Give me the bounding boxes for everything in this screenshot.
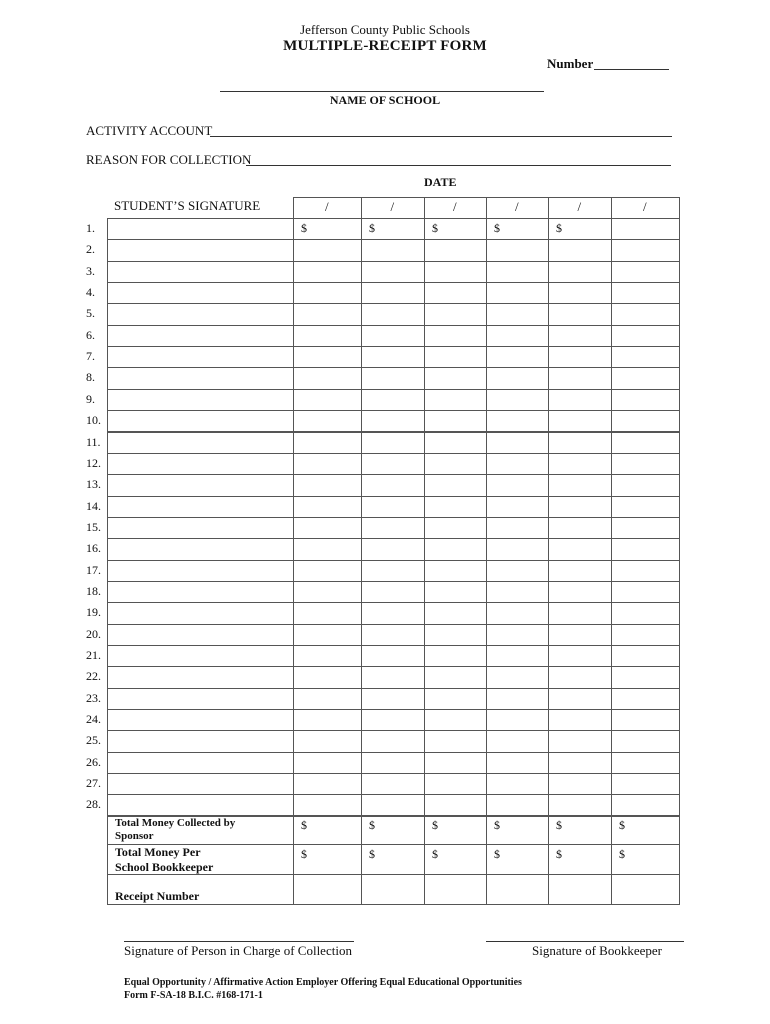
amount-cell[interactable] xyxy=(361,688,425,710)
amount-cell[interactable] xyxy=(486,496,549,518)
amount-cell[interactable] xyxy=(486,794,549,816)
amount-cell[interactable] xyxy=(293,453,362,475)
amount-cell[interactable] xyxy=(424,517,487,539)
amount-cell[interactable] xyxy=(293,389,362,411)
eeo-statement: Equal Opportunity / Affirmative Action Employer Offering Equal Educational Opportunities xyxy=(124,977,522,988)
dollar-sign: $ xyxy=(432,221,438,235)
amount-cell[interactable] xyxy=(548,538,612,560)
amount-cell[interactable] xyxy=(424,581,487,603)
row-number: 14. xyxy=(86,498,101,513)
amount-cell[interactable] xyxy=(424,688,487,710)
amount-cell[interactable] xyxy=(424,367,487,389)
total-bookkeeper-label-line1: Total Money Per xyxy=(115,845,201,859)
amount-cell[interactable] xyxy=(424,474,487,496)
amount-cell[interactable] xyxy=(611,239,680,261)
student-signature-cell[interactable] xyxy=(107,325,294,347)
amount-cell[interactable] xyxy=(611,282,680,304)
number-field[interactable] xyxy=(594,69,669,70)
amount-cell[interactable] xyxy=(486,773,549,795)
amount-cell[interactable] xyxy=(424,346,487,368)
amount-cell[interactable] xyxy=(293,602,362,624)
bookkeeper-signature-label: Signature of Bookkeeper xyxy=(532,943,662,958)
organization-name: Jefferson County Public Schools xyxy=(300,22,470,37)
row-number: 22. xyxy=(86,669,101,684)
amount-cell[interactable] xyxy=(361,367,425,389)
amount-cell[interactable] xyxy=(611,218,680,240)
amount-cell[interactable] xyxy=(548,389,612,411)
dollar-sign: $ xyxy=(556,847,562,861)
amount-cell[interactable] xyxy=(611,794,680,816)
dollar-sign: $ xyxy=(619,818,625,832)
form-number: Form F-SA-18 B.I.C. #168-171-1 xyxy=(124,990,263,1001)
amount-cell[interactable] xyxy=(486,474,549,496)
student-signature-cell[interactable] xyxy=(107,346,294,368)
row-number: 18. xyxy=(86,583,101,598)
student-signature-cell[interactable] xyxy=(107,645,294,667)
amount-cell[interactable] xyxy=(486,624,549,646)
amount-cell[interactable] xyxy=(361,282,425,304)
amount-cell[interactable] xyxy=(611,602,680,624)
amount-cell[interactable] xyxy=(548,645,612,667)
dollar-sign: $ xyxy=(301,818,307,832)
amount-cell[interactable] xyxy=(361,560,425,582)
amount-cell[interactable] xyxy=(486,239,549,261)
amount-cell[interactable] xyxy=(486,261,549,283)
amount-cell[interactable] xyxy=(293,410,362,432)
amount-cell[interactable] xyxy=(361,602,425,624)
amount-cell[interactable] xyxy=(486,688,549,710)
student-signature-cell[interactable] xyxy=(107,581,294,603)
receipt-number-cell[interactable] xyxy=(548,874,612,905)
amount-cell[interactable] xyxy=(424,773,487,795)
row-number: 3. xyxy=(86,263,95,278)
amount-cell[interactable] xyxy=(548,261,612,283)
amount-cell[interactable] xyxy=(424,261,487,283)
amount-cell[interactable] xyxy=(548,602,612,624)
dollar-sign: $ xyxy=(556,221,562,235)
amount-cell[interactable] xyxy=(361,474,425,496)
row-number: 4. xyxy=(86,285,95,300)
amount-cell[interactable] xyxy=(361,773,425,795)
row-number: 9. xyxy=(86,391,95,406)
amount-cell[interactable] xyxy=(548,282,612,304)
row-number: 25. xyxy=(86,733,101,748)
student-signature-cell[interactable] xyxy=(107,794,294,816)
amount-cell[interactable] xyxy=(486,709,549,731)
student-signature-cell[interactable] xyxy=(107,453,294,475)
amount-cell[interactable] xyxy=(486,730,549,752)
amount-cell[interactable] xyxy=(424,432,487,454)
amount-cell[interactable] xyxy=(611,773,680,795)
amount-cell[interactable] xyxy=(293,624,362,646)
student-signature-cell[interactable] xyxy=(107,602,294,624)
amount-cell[interactable] xyxy=(611,325,680,347)
row-number: 21. xyxy=(86,648,101,662)
amount-cell[interactable] xyxy=(424,645,487,667)
receipt-number-cell[interactable] xyxy=(611,874,680,905)
row-number: 10. xyxy=(86,413,101,428)
amount-cell[interactable] xyxy=(361,709,425,731)
amount-cell[interactable] xyxy=(361,410,425,432)
amount-cell[interactable] xyxy=(361,496,425,518)
student-signature-cell[interactable] xyxy=(107,261,294,283)
student-signature-cell[interactable] xyxy=(107,474,294,496)
amount-cell[interactable] xyxy=(424,325,487,347)
amount-cell[interactable] xyxy=(424,709,487,731)
receipt-number-cell[interactable] xyxy=(361,874,425,905)
date-slash: / xyxy=(453,199,457,214)
amount-cell[interactable] xyxy=(293,560,362,582)
amount-cell[interactable] xyxy=(486,752,549,774)
student-signature-cell[interactable] xyxy=(107,773,294,795)
student-signature-cell[interactable] xyxy=(107,496,294,518)
amount-cell[interactable] xyxy=(611,709,680,731)
amount-cell[interactable] xyxy=(424,303,487,325)
student-signature-cell[interactable] xyxy=(107,239,294,261)
dollar-sign: $ xyxy=(494,221,500,235)
activity-account-label: ACTIVITY ACCOUNT xyxy=(86,123,213,138)
row-number: 5. xyxy=(86,306,95,321)
amount-cell[interactable] xyxy=(611,474,680,496)
date-slash: / xyxy=(325,199,329,214)
student-signature-header: STUDENT’S SIGNATURE xyxy=(114,198,261,213)
amount-cell[interactable] xyxy=(293,645,362,667)
row-number: 19. xyxy=(86,605,101,620)
total-bookkeeper-label xyxy=(115,845,213,875)
amount-cell[interactable] xyxy=(548,474,612,496)
amount-cell[interactable] xyxy=(361,666,425,688)
receipt-number-label: Receipt Number xyxy=(115,889,200,903)
amount-cell[interactable] xyxy=(361,261,425,283)
amount-cell[interactable] xyxy=(548,410,612,432)
amount-cell[interactable] xyxy=(611,645,680,667)
dollar-sign: $ xyxy=(369,818,375,832)
amount-cell[interactable] xyxy=(361,794,425,816)
amount-cell[interactable] xyxy=(548,560,612,582)
amount-cell[interactable] xyxy=(611,538,680,560)
amount-cell[interactable] xyxy=(486,538,549,560)
row-number: 17. xyxy=(86,562,101,577)
amount-cell[interactable] xyxy=(424,282,487,304)
dollar-sign: $ xyxy=(369,221,375,235)
amount-cell[interactable] xyxy=(611,666,680,688)
amount-cell[interactable] xyxy=(424,794,487,816)
amount-cell[interactable] xyxy=(548,581,612,603)
amount-cell[interactable] xyxy=(548,624,612,646)
date-header: DATE xyxy=(424,175,457,189)
dollar-sign: $ xyxy=(301,847,307,861)
school-name-field[interactable] xyxy=(220,91,544,92)
reason-for-collection-label: REASON FOR COLLECTION xyxy=(86,152,252,167)
number-label: Number xyxy=(547,56,594,71)
amount-cell[interactable] xyxy=(424,730,487,752)
total-sponsor-label-line1: Total Money Collected by xyxy=(115,817,236,829)
amount-cell[interactable] xyxy=(486,389,549,411)
amount-cell[interactable] xyxy=(424,453,487,475)
amount-cell[interactable] xyxy=(293,752,362,774)
dollar-sign: $ xyxy=(432,818,438,832)
row-number: 27. xyxy=(86,776,101,791)
dollar-sign: $ xyxy=(556,818,562,832)
amount-cell[interactable] xyxy=(486,282,549,304)
amount-cell[interactable] xyxy=(361,752,425,774)
amount-cell[interactable] xyxy=(611,688,680,710)
amount-cell[interactable] xyxy=(293,517,362,539)
row-number: 1. xyxy=(86,221,95,235)
amount-cell[interactable] xyxy=(548,346,612,368)
amount-cell[interactable] xyxy=(424,666,487,688)
amount-cell[interactable] xyxy=(424,752,487,774)
amount-cell[interactable] xyxy=(424,538,487,560)
school-name-label: NAME OF SCHOOL xyxy=(329,93,441,107)
amount-cell[interactable] xyxy=(424,410,487,432)
amount-cell[interactable] xyxy=(361,239,425,261)
student-signature-cell[interactable] xyxy=(107,367,294,389)
activity-account-field[interactable] xyxy=(210,136,672,137)
row-number: 6. xyxy=(86,327,95,342)
amount-cell[interactable] xyxy=(548,752,612,774)
form-title: MULTIPLE-RECEIPT FORM xyxy=(283,38,487,54)
row-number: 23. xyxy=(86,690,101,705)
total-bookkeeper-label-line2: School Bookkeeper xyxy=(115,860,214,874)
student-signature-cell[interactable] xyxy=(107,752,294,774)
amount-cell[interactable] xyxy=(486,432,549,454)
amount-cell[interactable] xyxy=(611,517,680,539)
amount-cell[interactable] xyxy=(548,325,612,347)
row-number: 24. xyxy=(86,712,101,727)
amount-cell[interactable] xyxy=(293,688,362,710)
date-slash: / xyxy=(577,199,582,214)
student-signature-cell[interactable] xyxy=(107,218,294,240)
receipt-number-cell[interactable] xyxy=(486,874,549,905)
amount-cell[interactable] xyxy=(486,517,549,539)
amount-cell[interactable] xyxy=(486,346,549,368)
amount-cell[interactable] xyxy=(611,303,680,325)
student-signature-cell[interactable] xyxy=(107,688,294,710)
amount-cell[interactable] xyxy=(293,325,362,347)
dollar-sign: $ xyxy=(369,847,375,861)
amount-cell[interactable] xyxy=(361,517,425,539)
amount-cell[interactable] xyxy=(548,239,612,261)
student-signature-cell[interactable] xyxy=(107,538,294,560)
total-sponsor-label-line2: Sponsor xyxy=(115,830,154,842)
reason-for-collection-field[interactable] xyxy=(246,165,671,166)
row-number: 12. xyxy=(86,455,101,470)
amount-cell[interactable] xyxy=(293,239,362,261)
student-signature-cell[interactable] xyxy=(107,410,294,432)
amount-cell[interactable] xyxy=(548,303,612,325)
bookkeeper-signature-line[interactable] xyxy=(486,941,684,942)
amount-cell[interactable] xyxy=(361,389,425,411)
amount-cell[interactable] xyxy=(486,453,549,475)
receipt-number-cell[interactable] xyxy=(293,874,362,905)
amount-cell[interactable] xyxy=(424,624,487,646)
amount-cell[interactable] xyxy=(293,367,362,389)
amount-cell[interactable] xyxy=(361,325,425,347)
amount-cell[interactable] xyxy=(486,560,549,582)
amount-cell[interactable] xyxy=(361,303,425,325)
dollar-sign: $ xyxy=(432,847,438,861)
amount-cell[interactable] xyxy=(548,666,612,688)
dollar-sign: $ xyxy=(619,847,625,861)
amount-cell[interactable] xyxy=(361,624,425,646)
amount-cell[interactable] xyxy=(361,645,425,667)
amount-cell[interactable] xyxy=(611,752,680,774)
amount-cell[interactable] xyxy=(293,282,362,304)
amount-cell[interactable] xyxy=(361,432,425,454)
amount-cell[interactable] xyxy=(424,602,487,624)
amount-cell[interactable] xyxy=(361,581,425,603)
row-number: 16. xyxy=(86,541,101,556)
amount-cell[interactable] xyxy=(611,560,680,582)
amount-cell[interactable] xyxy=(611,496,680,518)
receipt-number-cell[interactable] xyxy=(424,874,487,905)
amount-cell[interactable] xyxy=(293,581,362,603)
row-number: 8. xyxy=(86,370,95,385)
student-signature-cell[interactable] xyxy=(107,282,294,304)
row-number: 2. xyxy=(86,242,95,257)
amount-cell[interactable] xyxy=(548,517,612,539)
amount-cell[interactable] xyxy=(293,709,362,731)
dollar-sign: $ xyxy=(494,847,500,861)
student-signature-cell[interactable] xyxy=(107,624,294,646)
row-number: 11. xyxy=(86,434,101,449)
amount-cell[interactable] xyxy=(548,453,612,475)
amount-cell[interactable] xyxy=(486,410,549,432)
person-in-charge-signature-line[interactable] xyxy=(124,941,354,942)
row-number: 26. xyxy=(86,754,101,769)
amount-cell[interactable] xyxy=(548,773,612,795)
amount-cell[interactable] xyxy=(548,432,612,454)
amount-cell[interactable] xyxy=(293,794,362,816)
student-signature-cell[interactable] xyxy=(107,730,294,752)
amount-cell[interactable] xyxy=(611,453,680,475)
row-number: 28. xyxy=(86,797,101,812)
total-sponsor-label xyxy=(115,817,235,843)
amount-cell[interactable] xyxy=(361,730,425,752)
amount-cell[interactable] xyxy=(293,666,362,688)
amount-cell[interactable] xyxy=(611,432,680,454)
date-slash: / xyxy=(643,199,647,214)
amount-cell[interactable] xyxy=(361,453,425,475)
amount-cell[interactable] xyxy=(611,346,680,368)
dollar-sign: $ xyxy=(301,221,307,235)
student-signature-cell[interactable] xyxy=(107,432,294,454)
amount-cell[interactable] xyxy=(548,730,612,752)
amount-cell[interactable] xyxy=(611,261,680,283)
dollar-sign: $ xyxy=(494,818,500,832)
amount-cell[interactable] xyxy=(548,367,612,389)
amount-cell[interactable] xyxy=(611,581,680,603)
amount-cell[interactable] xyxy=(486,602,549,624)
amount-cell[interactable] xyxy=(424,389,487,411)
person-in-charge-signature-label: Signature of Person in Charge of Collection xyxy=(124,943,352,958)
student-signature-cell[interactable] xyxy=(107,560,294,582)
amount-cell[interactable] xyxy=(424,560,487,582)
amount-cell[interactable] xyxy=(424,496,487,518)
amount-cell[interactable] xyxy=(293,773,362,795)
amount-cell[interactable] xyxy=(611,730,680,752)
amount-cell[interactable] xyxy=(361,538,425,560)
amount-cell[interactable] xyxy=(293,432,362,454)
row-number: 15. xyxy=(86,519,101,534)
amount-cell[interactable] xyxy=(293,261,362,283)
amount-cell[interactable] xyxy=(548,688,612,710)
amount-cell[interactable] xyxy=(293,303,362,325)
amount-cell[interactable] xyxy=(293,730,362,752)
row-number: 7. xyxy=(86,349,95,364)
amount-cell[interactable] xyxy=(611,624,680,646)
amount-cell[interactable] xyxy=(548,496,612,518)
amount-cell[interactable] xyxy=(486,303,549,325)
amount-cell[interactable] xyxy=(293,496,362,518)
date-slash: / xyxy=(515,199,519,214)
amount-cell[interactable] xyxy=(611,410,680,432)
student-signature-cell[interactable] xyxy=(107,303,294,325)
amount-cell[interactable] xyxy=(361,346,425,368)
student-signature-cell[interactable] xyxy=(107,389,294,411)
student-signature-cell[interactable] xyxy=(107,709,294,731)
date-slash: / xyxy=(390,199,395,214)
row-number: 20. xyxy=(86,626,101,641)
amount-cell[interactable] xyxy=(611,367,680,389)
student-signature-cell[interactable] xyxy=(107,517,294,539)
amount-cell[interactable] xyxy=(548,709,612,731)
amount-cell[interactable] xyxy=(486,581,549,603)
amount-cell[interactable] xyxy=(293,474,362,496)
amount-cell[interactable] xyxy=(486,666,549,688)
amount-cell[interactable] xyxy=(486,367,549,389)
row-number: 13. xyxy=(86,477,101,492)
amount-cell[interactable] xyxy=(548,794,612,816)
amount-cell[interactable] xyxy=(293,538,362,560)
amount-cell[interactable] xyxy=(486,645,549,667)
amount-cell[interactable] xyxy=(486,325,549,347)
amount-cell[interactable] xyxy=(424,239,487,261)
student-signature-cell[interactable] xyxy=(107,666,294,688)
amount-cell[interactable] xyxy=(611,389,680,411)
amount-cell[interactable] xyxy=(293,346,362,368)
